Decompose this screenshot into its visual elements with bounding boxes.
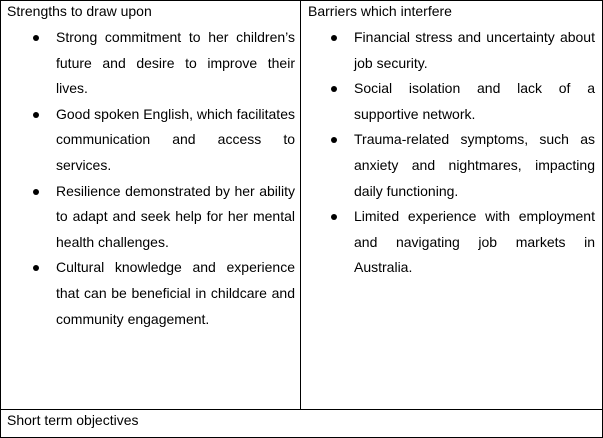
list-item-text: Social isolation and lack of a supportive network. [354, 80, 595, 122]
list-item-text: Financial stress and uncertainty about job security. [354, 29, 595, 71]
list-item-text: Trauma-related symptoms, such as anxiety and nightmares, impacting daily functioning. [354, 131, 595, 199]
list-item-text: Cultural knowledge and experience that can be beneficial in childcare and community engagement. [56, 259, 295, 327]
short-term-objectives-heading: Short term objectives [7, 412, 139, 428]
list-item [33, 179, 295, 256]
bullet-icon [331, 214, 337, 220]
barriers-cell [301, 0, 602, 409]
list-item [331, 127, 595, 204]
bullet-icon [33, 35, 39, 41]
list-item [33, 102, 295, 179]
list-item-text: Good spoken English, which facilitates communication and access to services. [56, 105, 295, 173]
strengths-cell [0, 0, 300, 409]
list-item-text: Strong commitment to her children’s future and desire to improve their lives. [56, 29, 295, 97]
bullet-icon [331, 35, 337, 41]
barriers-heading: Barriers which interfere [308, 3, 452, 19]
list-item [33, 255, 295, 332]
bullet-icon [331, 137, 337, 143]
bullet-icon [331, 86, 337, 92]
list-item [33, 25, 295, 102]
bullet-icon [33, 265, 39, 271]
list-item [331, 76, 595, 127]
bullet-icon [33, 112, 39, 118]
list-item [331, 25, 595, 76]
bullet-icon [33, 189, 39, 195]
barriers-list [331, 25, 595, 281]
strengths-heading: Strengths to draw upon [7, 3, 152, 19]
strengths-list [33, 25, 295, 332]
short-term-objectives-cell [0, 410, 603, 438]
list-item-text: Resilience demonstrated by her ability to adapt and seek help for her mental health challenges. [56, 182, 295, 250]
list-item [331, 204, 595, 281]
list-item-text: Limited experience with employment and navigating job markets in Australia. [354, 208, 595, 276]
